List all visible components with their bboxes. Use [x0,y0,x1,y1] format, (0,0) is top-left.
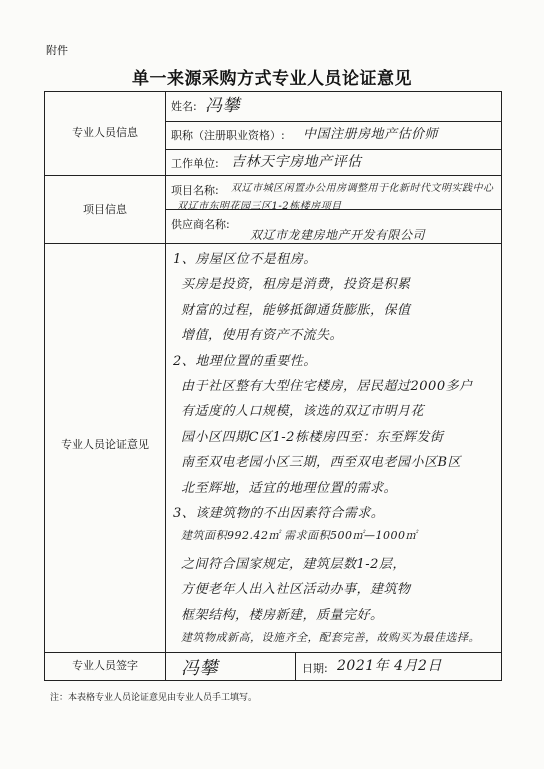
opinion-line: 2、地理位置的重要性。 [173,353,317,369]
opinion-line: 增值，使用有资产不流失。 [181,328,344,344]
name-value: 冯攀 [205,96,240,116]
section-personnel-info: 专业人员信息 [72,126,138,139]
opinion-line: 南至双电老园小区三期，西至双电老园小区B区 [181,455,462,471]
page-title: 单一来源采购方式专业人员论证意见 [132,69,412,89]
section-project-info: 项目信息 [83,203,127,216]
project-name-value-2: 双辽市东明花园三区1-2栋楼房项目 [177,201,342,212]
opinion-line: 1、房屋区位不是租房。 [173,252,317,267]
section-signature: 专业人员签字 [72,659,138,672]
footnote: 注：本表格专业人员论证意见由专业人员手工填写。 [50,693,258,703]
opinion-line: 建筑面积992.42㎡ 需求面积500㎡—1000㎡ [181,529,417,543]
opinion-line: 3、该建筑物的不出因素符合需求。 [173,506,385,521]
opinion-line: 有适度的人口规模，该选的双辽市明月花 [181,404,425,420]
date-label: 日期: [302,662,328,675]
opinion-line: 财富的过程，能够抵御通货膨胀，保值 [181,302,411,318]
form-table [44,91,502,681]
opinion-line: 北至辉地，适宜的地理位置的需求。 [181,480,398,496]
signature-value: 冯攀 [181,658,218,679]
opinion-line: 之间符合国家规定，建筑层数1-2层， [181,556,406,572]
project-name-label: 项目名称: [171,184,219,197]
title-value: 中国注册房地产估价师 [303,127,439,142]
name-label: 姓名: [171,100,197,113]
opinion-line: 由于社区整有大型住宅楼房，居民超过2000多户 [181,379,473,394]
opinion-line: 方便老年人出入社区活动办事，建筑物 [181,582,411,598]
title-label: 职称（注册职业资格）: [171,129,285,142]
opinion-line: 买房是投资，租房是消费，投资是积累 [181,277,411,293]
employer-label: 工作单位: [171,157,219,170]
project-name-value-1: 双辽市城区闲置办公用房调整用于化新时代文明实践中心 [231,183,494,194]
supplier-name-label: 供应商名称: [171,218,230,231]
opinion-line: 建筑物成新高，设施齐全，配套完善，故购买为最佳选择。 [181,631,480,644]
opinion-line: 框架结构，楼房新建，质量完好。 [181,607,384,623]
supplier-value: 双辽市龙建房地产开发有限公司 [250,228,426,242]
section-opinion: 专业人员论证意见 [61,438,149,451]
attachment-label: 附件 [46,44,68,57]
date-value: 2021年 4月2日 [337,658,442,674]
opinion-line: 园小区四期C区1-2栋楼房四至：东至辉发街 [181,429,444,445]
employer-value: 吉林天宇房地产评估 [231,154,362,170]
